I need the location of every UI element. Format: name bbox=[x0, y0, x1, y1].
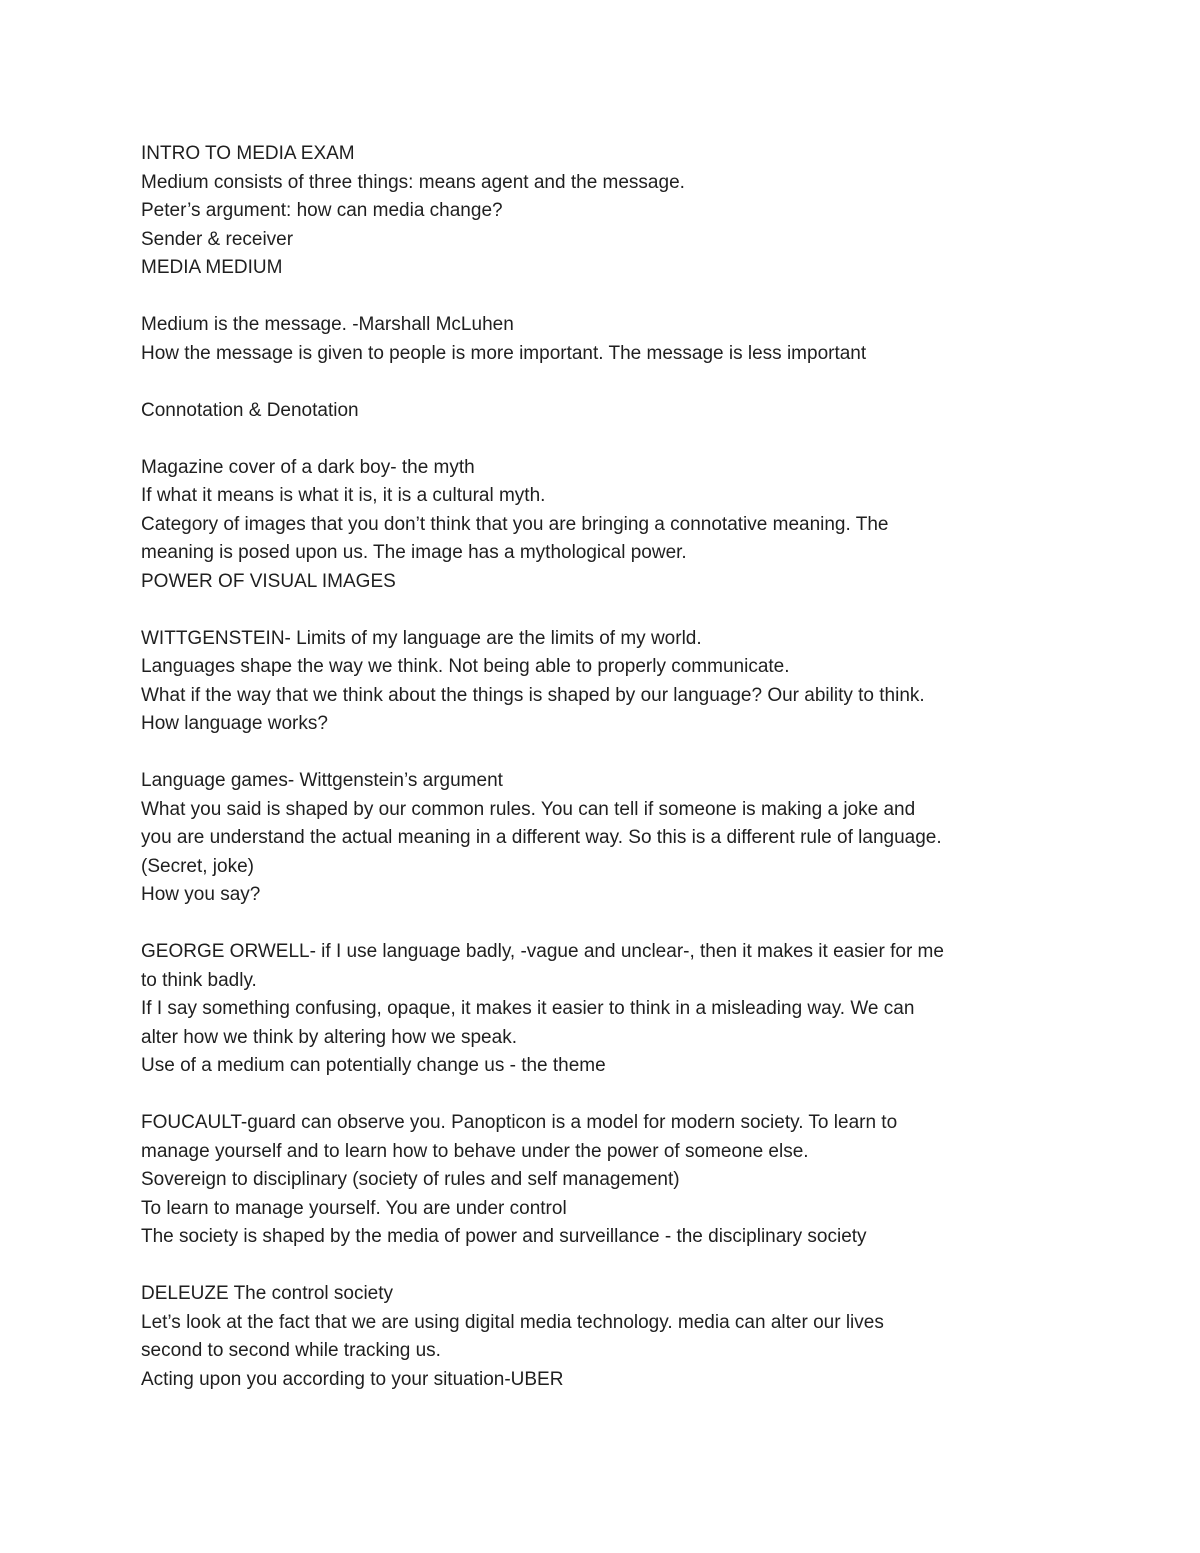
text-line: Sovereign to disciplinary (society of rules and self management) bbox=[141, 1169, 680, 1190]
blank-line bbox=[141, 1081, 1071, 1110]
blank-line bbox=[141, 283, 1071, 312]
text-line: Connotation & Denotation bbox=[141, 399, 359, 421]
text-line: MEDIA MEDIUM bbox=[141, 257, 283, 278]
text-line: If I say something confusing, opaque, it makes it easier to think in a misleading way. We can bbox=[141, 998, 915, 1019]
text-line: second to second while tracking us. bbox=[141, 1340, 441, 1361]
blank-line bbox=[141, 1252, 1071, 1281]
text-line: GEORGE ORWELL- if I use language badly, -vague and unclear-, then it makes it easier for me bbox=[141, 941, 944, 962]
blank-line bbox=[141, 910, 1071, 939]
document-title: INTRO TO MEDIA EXAM bbox=[141, 143, 355, 164]
text-line: Category of images that you don’t think that you are bringing a connotative meaning. The bbox=[141, 513, 889, 535]
text-line: meaning is posed upon us. The image has a mythological power. bbox=[141, 542, 687, 563]
text-line: Acting upon you according to your situation-UBER bbox=[141, 1368, 564, 1390]
text-line: alter how we think by altering how we speak. bbox=[141, 1026, 517, 1048]
text-line: Medium is the message. -Marshall McLuhen bbox=[141, 314, 514, 335]
text-line: Use of a medium can potentially change us - the theme bbox=[141, 1055, 606, 1076]
text-line: you are understand the actual meaning in a different way. So this is a different rule of language. bbox=[141, 827, 942, 848]
text-line: FOUCAULT-guard can observe you. Panopticon is a model for modern society. To learn to bbox=[141, 1112, 898, 1133]
text-line: POWER OF VISUAL IMAGES bbox=[141, 570, 396, 592]
text-line: (Secret, joke) bbox=[141, 855, 254, 877]
text-line: Language games- Wittgenstein’s argument bbox=[141, 770, 503, 791]
text-line: to think badly. bbox=[141, 969, 257, 991]
text-line: How you say? bbox=[141, 884, 261, 905]
text-line: What if the way that we think about the things is shaped by our language? Our ability to think. bbox=[141, 684, 925, 706]
text-line: How the message is given to people is more important. The message is less important bbox=[141, 342, 867, 364]
text-line: Peter’s argument: how can media change? bbox=[141, 200, 503, 221]
text-line: DELEUZE The control society bbox=[141, 1283, 394, 1304]
text-line: If what it means is what it is, it is a cultural myth. bbox=[141, 485, 546, 506]
blank-line bbox=[141, 739, 1071, 768]
text-line: Let’s look at the fact that we are using digital media technology. media can alter our lives bbox=[141, 1311, 884, 1333]
blank-line bbox=[141, 425, 1071, 454]
text-line: To learn to manage yourself. You are under control bbox=[141, 1197, 567, 1219]
text-line: Magazine cover of a dark boy- the myth bbox=[141, 456, 475, 478]
text-line: What you said is shaped by our common rules. You can tell if someone is making a joke and bbox=[141, 798, 916, 820]
text-line: How language works? bbox=[141, 713, 328, 734]
text-line: manage yourself and to learn how to behave under the power of someone else. bbox=[141, 1140, 809, 1162]
document-body bbox=[141, 140, 1071, 1394]
text-line: Medium consists of three things: means agent and the message. bbox=[141, 171, 685, 193]
text-line: The society is shaped by the media of power and surveillance - the disciplinary society bbox=[141, 1226, 867, 1247]
text-line: Languages shape the way we think. Not being able to properly communicate. bbox=[141, 656, 790, 677]
text-line: WITTGENSTEIN- Limits of my language are the limits of my world. bbox=[141, 627, 702, 649]
text-line: Sender & receiver bbox=[141, 228, 294, 250]
blank-line bbox=[141, 368, 1071, 397]
blank-line bbox=[141, 596, 1071, 625]
